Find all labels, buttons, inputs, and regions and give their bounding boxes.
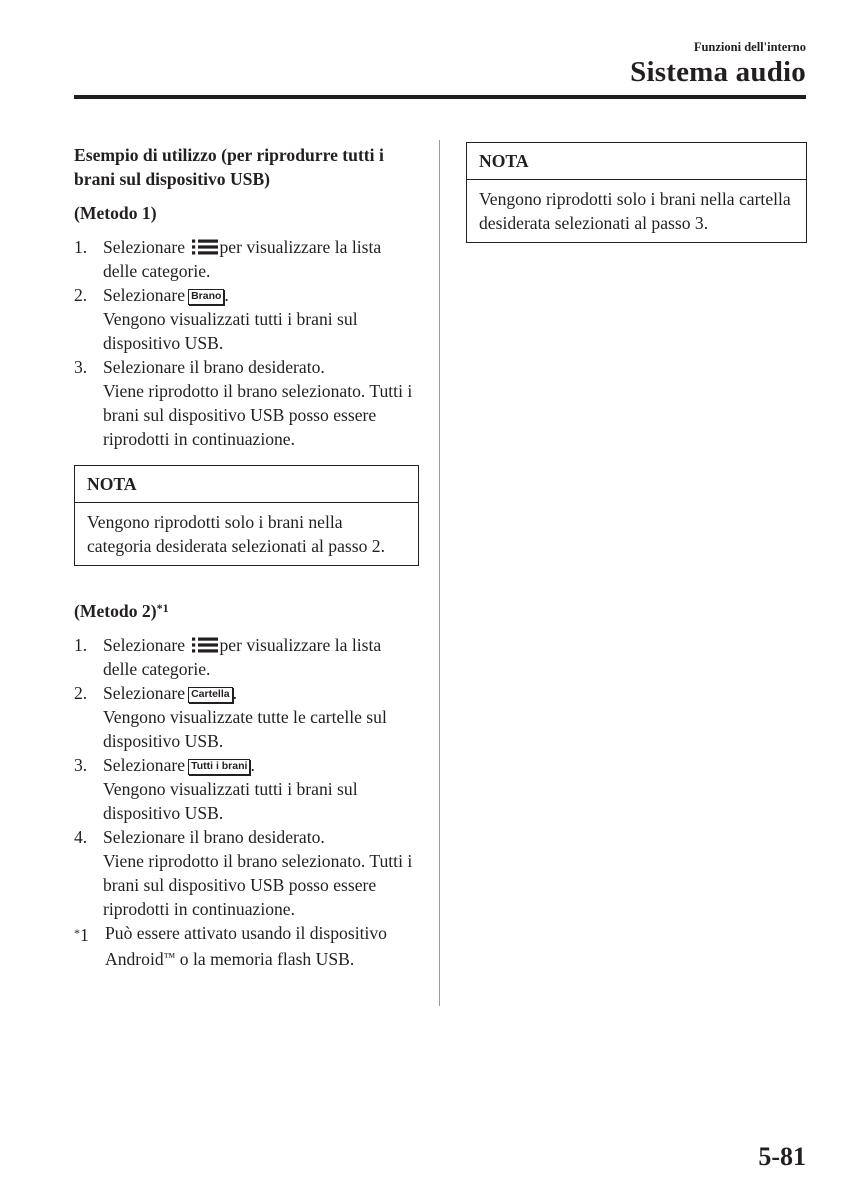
footnote-mark: *1 bbox=[74, 925, 89, 945]
brano-button: Brano bbox=[188, 289, 224, 305]
right-column bbox=[466, 142, 807, 243]
footnote-marker: *1 bbox=[156, 601, 169, 615]
cartella-button: Cartella bbox=[188, 687, 233, 703]
list-icon bbox=[192, 637, 218, 653]
method-1-steps bbox=[74, 235, 419, 451]
list-item: 3. Selezionare Tutti i brani . Vengono visualizzati tutti i brani sul dispositivo USB. bbox=[74, 755, 358, 823]
column-divider bbox=[439, 140, 440, 1006]
trademark-symbol: ™ bbox=[163, 950, 176, 964]
nota-box-folder bbox=[466, 142, 807, 243]
list-item: 2. Selezionare Brano . Vengono visualizzati tutti i brani sul dispositivo USB. bbox=[74, 285, 358, 353]
method-2-steps bbox=[74, 633, 419, 921]
nota-body: Vengono riprodotti solo i brani nella cartella desiderata selezionati al passo 3. bbox=[479, 189, 791, 233]
list-item: 1. Selezionare per visualizzare la lista delle categorie. bbox=[74, 635, 382, 679]
section-header: Funzioni dell'interno bbox=[693, 40, 806, 54]
page-number: 5-81 bbox=[758, 1142, 806, 1171]
method-1-title: (Metodo 1) bbox=[74, 203, 157, 223]
nota-body: Vengono riprodotti solo i brani nella categoria desiderata selezionati al passo 2. bbox=[87, 512, 385, 556]
list-icon bbox=[192, 239, 218, 255]
footnote: *1 Può essere attivato usando il dispositivo Android™ o la memoria flash USB. bbox=[74, 923, 387, 969]
list-item: 1. Selezionare per visualizzare la lista delle categorie. bbox=[74, 237, 382, 281]
page-title: Sistema audio bbox=[630, 56, 806, 88]
list-item: 4. Selezionare il brano desiderato. Viene riprodotto il brano selezionato. Tutti i brani sul dispositivo USB posso essere riprodotti in continuazione. bbox=[74, 827, 413, 919]
list-item: 2. Selezionare Cartella . Vengono visualizzate tutte le cartelle sul dispositivo USB. bbox=[74, 683, 387, 751]
tutti-i-brani-button: Tutti i brani bbox=[188, 759, 250, 775]
left-column bbox=[74, 143, 419, 971]
nota-box-category bbox=[74, 465, 419, 566]
header-rule bbox=[74, 95, 806, 99]
nota-title: NOTA bbox=[467, 143, 806, 180]
example-subheading: Esempio di utilizzo (per riprodurre tutti i brani sul dispositivo USB) bbox=[74, 145, 384, 189]
nota-title: NOTA bbox=[75, 466, 418, 503]
method-2-title: (Metodo 2)$^{*1}$ bbox=[74, 601, 169, 621]
list-item: 3. Selezionare il brano desiderato. Viene riprodotto il brano selezionato. Tutti i brani sul dispositivo USB posso essere riprodotti in continuazione. bbox=[74, 357, 413, 449]
